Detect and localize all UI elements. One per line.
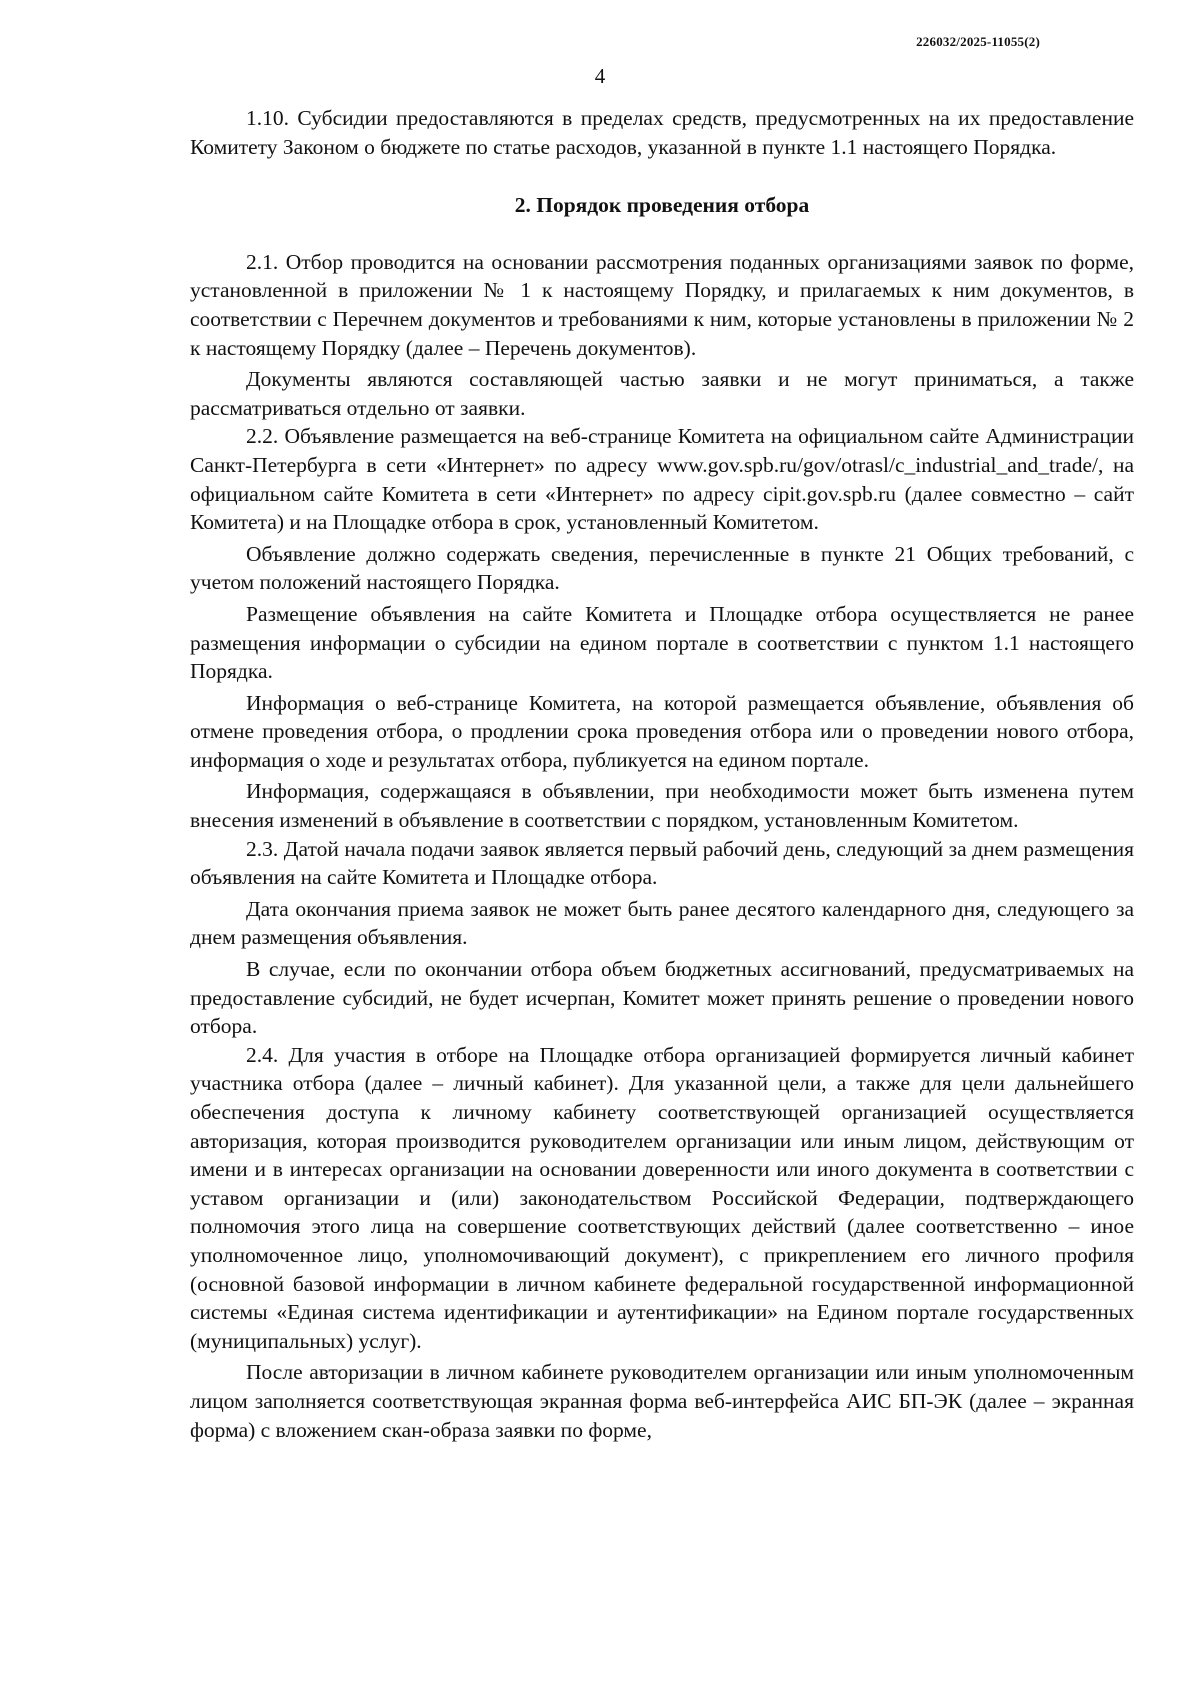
- paragraph-2-3: 2.3. Датой начала подачи заявок является первый рабочий день, следующий за днем размещения объявления на сайте Комитета и Площадке отбора.: [190, 836, 1134, 890]
- document-body: [190, 104, 1134, 1444]
- paragraph-new-selection: В случае, если по окончании отбора объем бюджетных ассигнований, предусматриваемых на предоставление субсидий, не будет исчерпан, Комитет может принять решение о проведении нового отбора.: [190, 957, 1134, 1039]
- document-number: 226032/2025-11055(2): [916, 34, 1040, 49]
- paragraph-deadline: Дата окончания приема заявок не может быть ранее десятого календарного дня, следующего за днем размещения объявления.: [190, 896, 1134, 950]
- paragraph-announcement-content: Объявление должно содержать сведения, перечисленные в пункте 21 Общих требований, с учетом положений настоящего Порядка.: [190, 541, 1134, 595]
- page-number: 4: [594, 64, 606, 88]
- paragraph-info-changes: Информация, содержащаяся в объявлении, при необходимости может быть изменена путем внесения изменений в объявление в соответствии с порядком, установленным Комитетом.: [190, 779, 1134, 833]
- paragraph-documents-part: Документы являются составляющей частью заявки и не могут приниматься, а также рассматриваться отдельно от заявки.: [190, 367, 1134, 420]
- paragraph-2-4: 2.4. Для участия в отборе на Площадке отбора организацией формируется личный кабинет участника отбора (далее – личный кабинет). Для указанной цели, а также для цели дальнейшего обеспечения доступа к личному кабинету соответствующей организацией осуществляется авторизация, которая производится руководителем организации или иным лицом, действующим от имени и в интересах организации на основании доверенности или иного документа в соответствии с уставом организации и (или) законодательством Российской Федерации, подтверждающего полномочия этого лица на совершение соответствующих действий (далее соответственно – иное уполномоченное лицо, уполномочивающий документ), с прикреплением его личного профиля (основной базовой информации в личном кабинете федеральной государственной информационной системы «Единая система идентификации и аутентификации» на Едином портале государственных (муниципальных) услуг).: [190, 1042, 1134, 1353]
- paragraph-webpage-info: Информация о веб-странице Комитета, на которой размещается объявление, объявления об отмене проведения отбора, о продлении срока проведения отбора или о проведении нового отбора, информация о ходе и результатах отбора, публикуется на едином портале.: [190, 690, 1134, 772]
- paragraph-announcement-placement: Размещение объявления на сайте Комитета и Площадке отбора осуществляется не ранее размещения информации о субсидии на едином портале в соответствии с пунктом 1.1 настоящего Порядка.: [190, 601, 1134, 684]
- paragraph-2-2: 2.2. Объявление размещается на веб-странице Комитета на официальном сайте Администрации Санкт-Петербурга в сети «Интернет» по адресу www.gov.spb.ru/gov/otrasl/c_industrial_and_trade/, на официальном сайте Комитета в сети «Интернет» по адресу cipit.gov.spb.ru (далее совместно – сайт Комитета) и на Площадке отбора в срок, установленный Комитетом.: [190, 424, 1134, 535]
- paragraph-1-10: 1.10. Субсидии предоставляются в пределах средств, предусмотренных на их предоставление Комитету Законом о бюджете по статье расходов, указанной в пункте 1.1 настоящего Порядка.: [190, 106, 1134, 159]
- paragraph-2-1: 2.1. Отбор проводится на основании рассмотрения поданных организациями заявок по форме, установленной в приложении № 1 к настоящему Порядку, и прилагаемых к ним документов, в соответствии с Перечнем документов и требованиями к ним, которые установлены в приложении № 2 к настоящему Порядку (далее – Перечень документов).: [190, 249, 1134, 360]
- section-2-heading: 2. Порядок проведения отбора: [514, 193, 810, 218]
- paragraph-after-authorization: После авторизации в личном кабинете руководителем организации или иным уполномоченным лицом заполняется соответствующая экранная форма веб-интерфейса АИС БП-ЭК (далее – экранная форма) с вложением скан-образа заявки по форме,: [190, 1360, 1134, 1442]
